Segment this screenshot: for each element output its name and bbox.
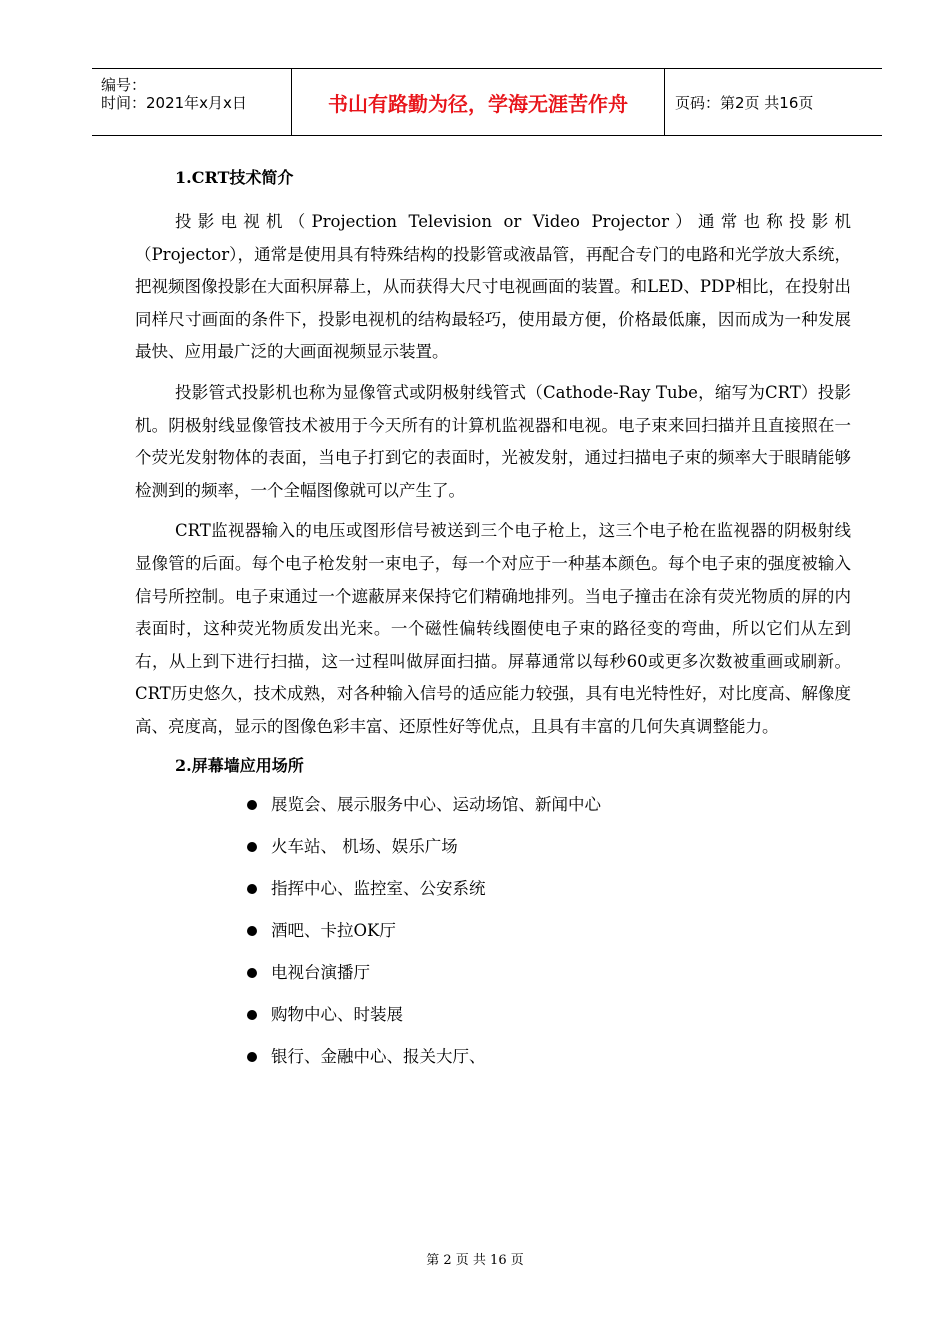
header-motto: 书山有路勤为径，学海无涯苦作舟 bbox=[292, 69, 665, 135]
list-item bbox=[247, 920, 851, 942]
paragraph: 投影管式投影机也称为显像管式或阴极射线管式（Cathode-Ray Tube，缩写为CRT）投影机。阴极射线显像管技术被用于今天所有的计算机监视器和电视。电子束来回扫描并且直接照在一个荧光发射物体的表面，当电子打到它的表面时，光被发射，通过扫描电子束的频率大于眼睛能够检测到的频率，一个全幅图像就可以产生了。 bbox=[135, 382, 851, 500]
list-item bbox=[247, 878, 851, 900]
header-page-info: 页码：第2页 共16页 bbox=[675, 93, 814, 112]
bullet-icon bbox=[247, 1010, 257, 1020]
list-item-text: 火车站、 机场、娱乐广场 bbox=[271, 836, 458, 856]
list-item bbox=[247, 1004, 851, 1026]
bullet-icon bbox=[247, 884, 257, 894]
list-item-text: 银行、金融中心、报关大厅、 bbox=[271, 1046, 486, 1066]
list-item bbox=[247, 962, 851, 984]
list-item-text: 展览会、展示服务中心、运动场馆、新闻中心 bbox=[271, 794, 601, 814]
document-number-label: 编号： bbox=[101, 76, 147, 94]
document-body bbox=[135, 166, 851, 1088]
page-footer: 第 2 页 共 16 页 bbox=[426, 1253, 524, 1268]
bullet-icon bbox=[247, 842, 257, 852]
list-item-text: 指挥中心、监控室、公安系统 bbox=[271, 878, 486, 898]
section-heading-screen-wall: 2.屏幕墙应用场所 bbox=[175, 755, 304, 775]
bullet-icon bbox=[247, 968, 257, 978]
paragraph: CRT监视器输入的电压或图形信号被送到三个电子枪上，这三个电子枪在监视器的阴极射线显像管的后面。每个电子枪发射一束电子，每一个对应于一种基本颜色。每个电子束的强度被输入信号所控制。电子束通过一个遮蔽屏来保持它们精确地排列。当电子撞击在涂有荧光物质的屏的内表面时，这种荧光物质发出光来。一个磁性偏转线圈使电子束的路径变的弯曲，所以它们从左到右，从上到下进行扫描，这一过程叫做屏面扫描。屏幕通常以每秒60或更多次数被重画或刷新。CRT历史悠久，技术成熟，对各种输入信号的适应能力较强，具有电光特性好，对比度高、解像度高、亮度高，显示的图像色彩丰富、还原性好等优点，且具有丰富的几何失真调整能力。 bbox=[135, 521, 851, 736]
header-left-cell bbox=[92, 69, 292, 135]
paragraph: 投影电视机（Projection Television or Video Projector）通常也称投影机（Projector），通常是使用具有特殊结构的投影管或液晶管，再配合专门的电路和光学放大系统，把视频图像投影在大面积屏幕上，从而获得大尺寸电视画面的装置。和LED、PDP相比，在投射出同样尺寸画面的条件下，投影电视机的结构最轻巧，使用最方便，价格最低廉，因而成为一种发展最快、应用最广泛的大画面视频显示装置。 bbox=[135, 212, 851, 362]
list-item-text: 电视台演播厅 bbox=[271, 962, 370, 982]
application-list bbox=[247, 794, 851, 1068]
list-item bbox=[247, 1046, 851, 1068]
bullet-icon bbox=[247, 800, 257, 810]
bullet-icon bbox=[247, 1052, 257, 1062]
list-item-text: 购物中心、时装展 bbox=[271, 1004, 403, 1024]
list-item bbox=[247, 794, 851, 816]
document-time-label: 时间：2021年x月x日 bbox=[101, 94, 247, 112]
header-table bbox=[92, 68, 882, 136]
list-item-text: 酒吧、卡拉OK厅 bbox=[271, 920, 396, 940]
section-heading-crt: 1.CRT技术简介 bbox=[175, 168, 294, 187]
list-item bbox=[247, 836, 851, 858]
bullet-icon bbox=[247, 926, 257, 936]
